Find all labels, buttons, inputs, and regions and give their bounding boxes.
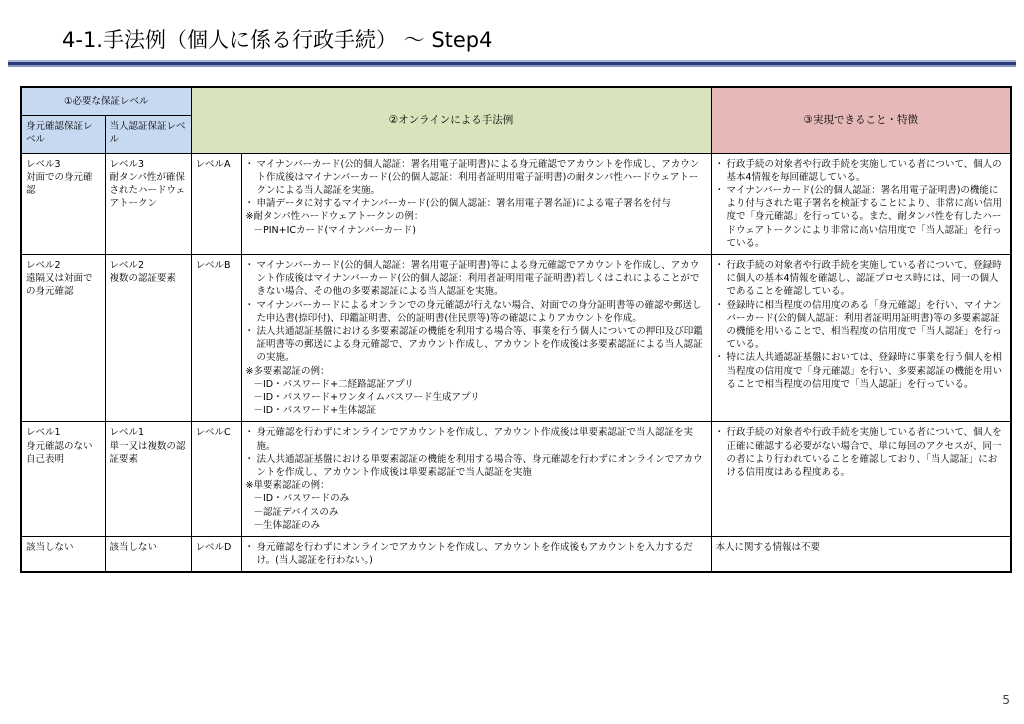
example-item: －ID・パスワード+二経路認証アプリ (253, 378, 414, 390)
identity-level-cell (21, 254, 105, 421)
method-list (246, 541, 707, 567)
feature-text: 本人に関する情報は不要 (715, 541, 821, 553)
auth-level-cell (105, 153, 191, 254)
cell-line: レベル1 (109, 427, 145, 439)
example-note: ※耐タンパ性ハードウェアトークンの例： (245, 211, 424, 223)
features-cell (711, 536, 1011, 572)
method-list (246, 158, 707, 211)
header-auth-level: 当人認証保証レベル (105, 115, 191, 153)
cell-line: 遠隔又は対面での身元確認 (26, 273, 93, 298)
features-cell (711, 153, 1011, 254)
cell-line: 該当しない (26, 541, 74, 553)
method-item: ・ マイナンバーカードによるオンランでの身元確認が行えない場合、対面での身分証明書等の確認や郵送した申込書(捺印付)、印鑑証明書、公的証明書(住民票等)等の確認によりアカウントを作成。 (246, 299, 707, 325)
identity-level-cell (21, 422, 105, 537)
method-item: ・ マイナンバーカード(公的個人認証：署名用電子証明書)による身元確認でアカウントを作成し、アカウント作成後はマイナンバーカード(公的個人認証：利用者証明用電子証明書)の耐タンパ性ハードウェアトークンによる当人認証を実施。 (246, 158, 707, 198)
auth-level-cell (105, 422, 191, 537)
example-item: －ID・パスワード+生体認証 (253, 405, 377, 417)
example-item: －PIN+ICカード(マイナンバーカード) (253, 224, 416, 236)
example-note: ※多要素認証の例： (245, 365, 330, 377)
identity-level-cell (21, 153, 105, 254)
method-item: ・ 申請データに対するマイナンバーカード(公的個人認証：署名用電子署名証)による電子署名を付与 (246, 197, 707, 210)
feature-item: ・ 行政手続の対象者や行政手続を実施している者について、個人の基本4情報を毎回確認している。 (716, 158, 1007, 184)
method-item: ・ 身元確認を行わずにオンラインでアカウントを作成し、アカウント作成後は単要素認証で当人認証を実施。 (246, 426, 707, 452)
header-online-methods: ②オンラインによる手法例 (191, 87, 711, 153)
method-list (246, 259, 707, 365)
example-item: －ID・パスワードのみ (253, 493, 350, 505)
methods-cell (241, 536, 711, 572)
page-number: 5 (1002, 693, 1010, 707)
cell-line: 該当しない (109, 541, 158, 553)
page-title: 4-1.手法例（個人に係る行政手続） ～ Step4 (62, 28, 493, 52)
level-code-cell: レベルA (191, 153, 241, 254)
cell-line: レベル1 (26, 427, 61, 439)
feature-item: ・ 行政手続の対象者や行政手続を実施している者について、個人を正確に確認する必要がない場合で、単に毎回のアクセスが、同一の者により行われていることを確認しており、「当人認証」における信用度はある程度ある。 (716, 426, 1007, 479)
feature-item: ・ 行政手続の対象者や行政手続を実施している者について、登録時に個人の基本4情報を確認し、認証プロセス時には、同一の個人であることを確認している。 (716, 259, 1007, 299)
features-cell (711, 254, 1011, 421)
cell-line: 耐タンパ性が確保されたハードウェアトークン (109, 171, 186, 210)
assurance-level-table (20, 86, 1012, 573)
table-row (21, 254, 1011, 421)
method-item: ・ 法人共通認証基盤における単要素認証の機能を利用する場合等、身元確認を行わずにオンラインでアカウントを作成し、アカウント作成後は単要素認証で当人認証を実施 (246, 453, 707, 479)
table-row (21, 153, 1011, 254)
header-features: ③実現できること・特徴 (711, 87, 1011, 153)
methods-cell (241, 153, 711, 254)
feature-list (716, 158, 1007, 250)
method-list (246, 426, 707, 479)
feature-item: ・ マイナンバーカード(公的個人認証：署名用電子証明書)の機能により付与された電子署名を検証することにより、非常に高い信用度で「身元確認」を行っている。また、耐タンパ性を有したハードウェアトークンにより非常に高い信用度で「当人認証」を行っている。 (716, 184, 1007, 250)
cell-line: レベル2 (109, 259, 145, 271)
cell-line: 単一又は複数の認証要素 (109, 440, 186, 465)
cell-line: 対面での身元確認 (26, 171, 93, 196)
auth-level-cell (105, 254, 191, 421)
cell-line: レベル3 (109, 158, 145, 170)
feature-item: ・ 特に法人共通認証基盤においては、登録時に事業を行う個人を相当程度の信用度で「身元確認」を行い、多要素認証の機能を用いることで相当程度の信用度で「当人認証」を行っている。 (716, 351, 1007, 391)
example-item: －ID・パスワード+ワンタイムパスワード生成アプリ (253, 391, 480, 403)
level-code-cell: レベルC (191, 422, 241, 537)
cell-line: レベル2 (26, 259, 61, 271)
header-identity-level: 身元確認保証レベル (21, 115, 105, 153)
example-item: －認証デバイスのみ (253, 506, 339, 518)
cell-line: レベル3 (26, 158, 61, 170)
example-item: －生体認証のみ (253, 519, 321, 531)
title-divider (8, 60, 1016, 67)
header-required-level: ①必要な保証レベル (21, 87, 191, 115)
example-note: ※単要素認証の例： (245, 480, 330, 492)
features-cell (711, 422, 1011, 537)
method-item: ・ マイナンバーカード(公的個人認証：署名用電子証明書)等による身元確認でアカウントを作成し、アカウント作成後はマイナンバーカード(公的個人認証：利用者証明用電子証明書)若しくはこれによることができない場合、その他の多要素認証による当人認証を実施。 (246, 259, 707, 299)
level-code-cell: レベルD (191, 536, 241, 572)
methods-cell (241, 422, 711, 537)
table-row (21, 536, 1011, 572)
methods-cell (241, 254, 711, 421)
cell-line: 複数の認証要素 (109, 273, 177, 285)
feature-list (716, 259, 1007, 391)
auth-level-cell (105, 536, 191, 572)
table-row (21, 422, 1011, 537)
method-item: ・ 身元確認を行わずにオンラインでアカウントを作成し、アカウントを作成後もアカウントを入力するだけ。(当人認証を行わない。) (246, 541, 707, 567)
identity-level-cell (21, 536, 105, 572)
feature-list (716, 426, 1007, 479)
level-code-cell: レベルB (191, 254, 241, 421)
cell-line: 身元確認のない自己表明 (26, 440, 93, 465)
feature-item: ・ 登録時に相当程度の信用度のある「身元確認」を行い、マイナンバーカード(公的個人認証：利用者証明用証明書)等の多要素認証の機能を用いることで、相当程度の信用度で「当人認証」を行っている。 (716, 299, 1007, 352)
method-item: ・ 法人共通認証基盤における多要素認証の機能を利用する場合等、事業を行う個人についての押印及び印鑑証明書等の郵送による身元確認で、アカウント作成し、アカウントを作成後は多要素認証による当人認証の実施。 (246, 325, 707, 365)
